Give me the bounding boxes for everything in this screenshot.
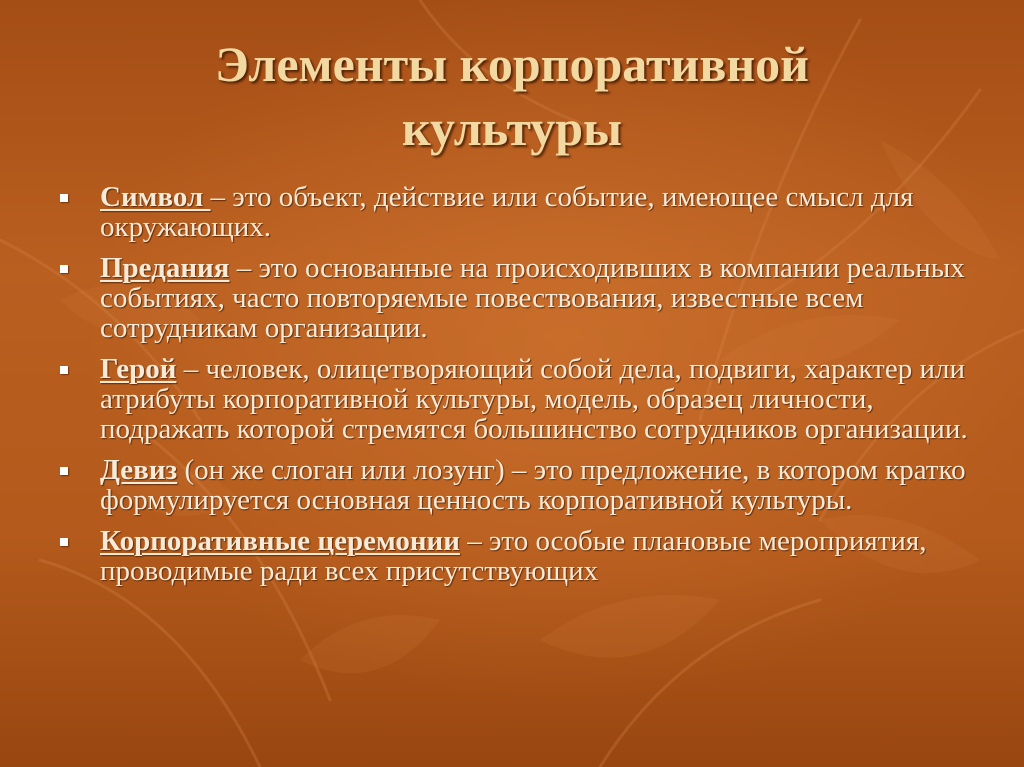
definition-ceremonies: – это особые плановые мероприятия, проводимые ради всех присутствующих [100, 525, 927, 587]
list-item-ceremonies [52, 526, 992, 586]
list-item-motto [52, 455, 992, 515]
definition-hero: – человек, олицетворяющий собой дела, подвиги, характер или атрибуты корпоративной культуры, модель, образец личности, подражать которой стремятся большинство сотрудников организации. [100, 353, 968, 445]
square-bullet-icon [60, 538, 68, 546]
title-line-1: Элементы корпоративной [215, 36, 809, 92]
list-item-legends [52, 253, 992, 343]
term-hero: Герой [100, 353, 177, 385]
definition-legends: – это основанные на происходивших в компании реальных событиях, часто повторяемые повествования, известные всем сотрудникам организации. [100, 252, 965, 344]
term-symbol: Символ [100, 181, 211, 213]
square-bullet-icon [60, 366, 68, 374]
list-item-hero [52, 354, 992, 444]
term-ceremonies: Корпоративные церемонии [100, 525, 460, 557]
term-motto: Девиз [100, 454, 178, 486]
list-item-symbol [52, 182, 992, 242]
bullet-list [52, 182, 992, 597]
definition-motto: (он же слоган или лозунг) – это предложение, в котором кратко формулируется основная ценность корпоративной культуры. [100, 454, 966, 516]
definition-symbol: – это объект, действие или событие, имеющее смысл для окружающих. [100, 181, 914, 243]
square-bullet-icon [60, 265, 68, 273]
term-legends: Предания [100, 252, 230, 284]
title-line-2: культуры [401, 100, 623, 156]
square-bullet-icon [60, 467, 68, 475]
slide-title [120, 32, 904, 160]
square-bullet-icon [60, 194, 68, 202]
